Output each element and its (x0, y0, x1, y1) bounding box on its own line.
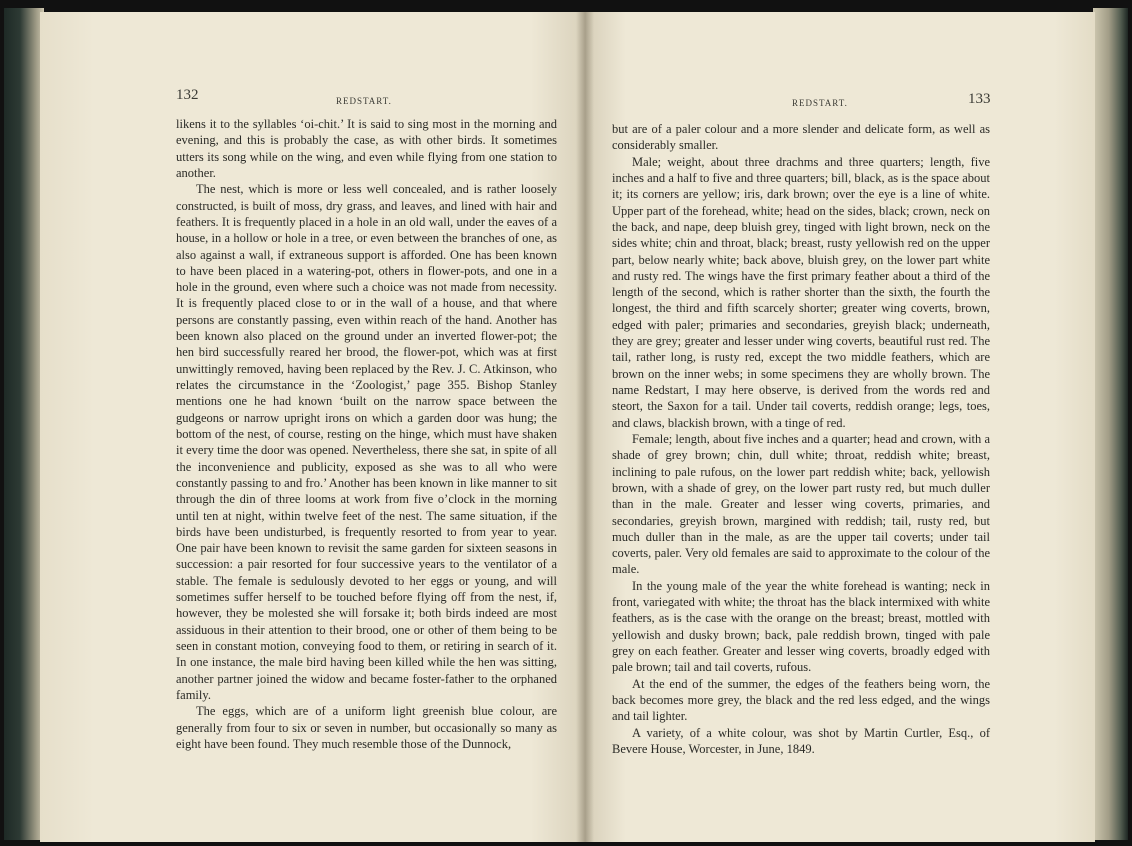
paragraph: A variety, of a white colour, was shot by Martin Curtler, Esq., of Bevere House, Worcester, in June, 1849. (612, 725, 990, 756)
right-page-body (612, 121, 990, 757)
paragraph: The nest, which is more or less well concealed, and is rather loosely constructed, is built of moss, dry grass, and leaves, and lined with hair and feathers. It is frequently placed in a hole in an old wall, under the eaves of a house, in a hollow or hole in a tree, or even between the branches of one, as also against a wall, if extraneous support is afforded. One has been known to have been placed in a watering-pot, others in flower-pots, and one in a hole in the ground, even where such a choice was not made from necessity. It is frequently placed close to or in the wall of a house, and that where persons are constantly passing, even within reach of the hand. Another has been known also placed on the ground under an inverted flower-pot; the hen bird successfully reared her brood, the flower-pot, which was at first unwittingly removed, having been replaced by the Rev. J. C. Atkinson, who relates the circumstance in the ‘Zoologist,’ page 355. Bishop Stanley mentions one he had known ‘built on the narrow space between the gudgeons or narrow upright irons on which a garden door was hung; the bottom of the nest, of course, resting on the hinge, which must have shaken it every time the door was opened. Nevertheless, there she sat, in spite of all the inconvenience and publicity, exposed as she was to all who were constantly passing to and fro.’ Another has been known in like manner to sit through the din of three looms at work from five o’clock in the morning until ten at night, within twelve feet of the nest. The same situation, if the birds have been undisturbed, is frequently resorted to from year to year. One pair have been known to revisit the same garden for sixteen seasons in succession: a pair resorted for four successive years to the ventilator of a stable. The female is sedulously devoted to her eggs or young, and will sometimes suffer herself to be touched before flying off from the nest, if, however, they be molested she will forsake it; both birds indeed are most assiduous in their attention to their brood, one or other of them being to be seen in constant motion, conveying food to them, or retiring in search of it. In one instance, the male bird having been killed while the hen was sitting, another partner joined the widow and became foster-father to the orphaned family. (176, 182, 557, 702)
paragraph: At the end of the summer, the edges of the feathers being worn, the back becomes more grey, the black and the red less edged, and the wings and tail lighter. (612, 676, 990, 724)
paragraph: In the young male of the year the white forehead is wanting; neck in front, variegated with white; the throat has the black intermixed with white feathers, as is the case with the orange on the breast; breast, mottled with yellowish and dusky brown; back, pale reddish brown, tinged with pale grey on each feather. Greater and lesser wing coverts, broadly edged with pale brown; tail and tail coverts, rufous. (612, 578, 990, 675)
left-page-number: 132 (176, 87, 199, 103)
paragraph: Male; weight, about three drachms and three quarters; length, five inches and a half to five and three quarters; bill, black, as is the space about it; its corners are yellow; iris, dark brown; over the eye is a line of white. Upper part of the forehead, white; head on the sides, black; crown, neck on the back, and nape, deep bluish grey, tinged with light brown, neck on the sides white; chin and throat, black; breast, rusty yellowish red on the upper part, below nearly white; back above, bluish grey, on the lower part white and rusty red. The wings have the first primary feather about a third of the length of the second, which is rather shorter than the sixth, the fourth the longest, the third and fifth scarcely shorter; greater wing coverts, brown, edged with paler; primaries and secondaries, greyish black; underneath, they are grey; greater and lesser under wing coverts, beautiful rust red. The tail, rather long, is rusty red, except the two middle feathers, which are brown on the inner webs; in some specimens they are wholly brown. The name Redstart, I may here observe, is derived from the words red and steort, the Saxon for a tail. Under tail coverts, reddish orange; legs, toes, and claws, blackish brown, with a tinge of red. (612, 154, 990, 430)
paragraph: but are of a paler colour and a more slender and delicate form, as well as considerably smaller. (612, 122, 990, 153)
right-page-number: 133 (968, 91, 991, 107)
paragraph: Female; length, about five inches and a quarter; head and crown, with a shade of grey brown; chin, dull white; throat, reddish white; breast, inclining to pale rufous, on the lower part reddish white; back, yellowish brown, with a shade of grey, on the lower part rusty red, but much duller than in the male. Greater and lesser wing coverts, primaries, and secondaries, greyish brown, margined with reddish; tail, rusty red, but much duller than in the male, as are the upper tail coverts; under tail coverts, paler. Very old females are said to approximate to the colour of the male. (612, 431, 990, 577)
paragraph: The eggs, which are of a uniform light greenish blue colour, are generally from four to six or seven in number, but occasionally so many as eight have been found. They much resemble those of the Dunnock, (176, 704, 557, 751)
left-running-head: REDSTART. (336, 96, 392, 106)
right-page-edges (1093, 8, 1128, 840)
right-running-head: REDSTART. (792, 98, 848, 108)
left-page-body (176, 116, 557, 752)
left-page-edges (4, 8, 44, 840)
book-gutter (576, 12, 594, 842)
paragraph: likens it to the syllables ‘oi-chit.’ It is said to sing most in the morning and evening, and this is probably the case, as with other birds. It sometimes utters its song while on the wing, and even while flying from one station to another. (176, 117, 557, 180)
